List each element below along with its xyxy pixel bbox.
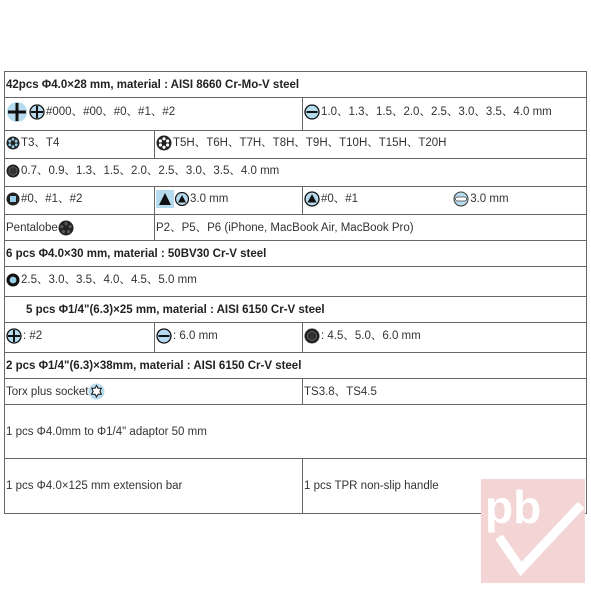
cell-q-slotted [155,323,303,353]
slotted-icon [304,104,320,120]
hex-icon [304,328,320,344]
torx-sizes: T3、T4 [21,136,60,149]
header-2pcs: 2 pcs Φ1/4"(6.3)×38mm, material : AISI 6150 Cr-V steel [5,353,587,379]
triangle-icon [175,192,189,206]
triangle-size: 3.0 mm [190,192,229,205]
torx-plus-label: Torx plus socket [6,385,89,398]
row-adaptor [5,405,587,459]
handle-text: 1 pcs TPR non-slip handle [303,459,587,514]
torx-plus-sizes: TS3.8、TS4.5 [303,379,587,405]
tri-wing-icon [304,191,320,207]
row-pentalobe [5,215,587,241]
slotted-sizes: 1.0、1.3、1.5、2.0、2.5、3.0、3.5、4.0 mm [321,106,552,118]
slotted-icon [156,328,172,344]
phillips-icon [6,328,22,344]
row-hex [5,159,587,187]
torx-icon [6,136,20,150]
adaptor-text: 1 pcs Φ4.0mm to Φ1/4" adaptor 50 mm [5,405,587,459]
cell-square [5,187,155,215]
hex-sizes: 0.7、0.9、1.3、1.5、2.0、2.5、3.0、3.5、4.0 mm [21,164,280,177]
square-sizes: #0、#1、#2 [21,192,83,205]
cell-tri-wing-ext [303,187,587,215]
pentalobe-icon [58,220,74,236]
cell-ring [5,267,587,297]
row-5pcs-header [5,297,587,323]
oval-slot-icon [453,191,469,207]
header-5pcs: 5 pcs Φ1/4"(6.3)×25 mm, material : AISI 6150 Cr-V steel [5,297,587,323]
header-6pcs: 6 pcs Φ4.0×30 mm, material : 50BV30 Cr-V steel [5,241,587,267]
torx-hole-icon [156,135,172,151]
cell-torx [5,131,155,159]
row-torx-plus [5,379,587,405]
q-phillips-size: : #2 [23,329,43,342]
oval-slot-size: 3.0 mm [470,192,509,205]
row-phillips-slotted [5,98,587,131]
cell-torx-plus [5,379,303,405]
ring-icon [6,273,20,287]
row-torx [5,131,587,159]
row-ring [5,267,587,297]
extension-bar-text: 1 pcs Φ4.0×125 mm extension bar [5,459,303,514]
row-6pcs-header [5,241,587,267]
q-hex-sizes: : 4.5、5.0、6.0 mm [321,329,421,342]
cell-q-phillips [5,323,155,353]
cell-hex [5,159,587,187]
row-42pcs-header [5,72,587,98]
cell-pentalobe [5,215,155,241]
phillips-sizes: #000、#00、#0、#1、#2 [46,106,176,118]
q-slotted-size: : 6.0 mm [173,329,218,342]
row-2pcs-header [5,353,587,379]
cell-torx-hole [155,131,587,159]
phillips-large-icon [6,101,28,123]
tri-wing-sizes: #0、#1 [321,192,359,205]
square-icon [6,192,20,206]
pb-watermark-logo [481,479,585,583]
phillips-icon [29,104,45,120]
triangle-large-icon [156,190,174,208]
row-quarter-inch-bits [5,323,587,353]
ring-sizes: 2.5、3.0、3.5、4.0、4.5、5.0 mm [21,273,197,286]
torx-hole-sizes: T5H、T6H、T7H、T8H、T9H、T10H、T15H、T20H [173,136,447,149]
torx-plus-icon [88,383,105,400]
pentalobe-sizes: P2、P5、P6 (iPhone, MacBook Air, MacBook Pro) [155,215,587,241]
cell-triangle [155,187,303,215]
row-square-triangle [5,187,587,215]
cell-slotted [303,98,587,131]
pb-logo-icon [481,479,585,583]
hex-icon [6,164,20,178]
svg-text:pb: pb [485,481,542,533]
cell-phillips [5,98,303,131]
header-42pcs: 42pcs Φ4.0×28 mm, material : AISI 8660 Cr-Mo-V steel [5,72,587,98]
cell-q-hex [303,323,587,353]
pentalobe-label: Pentalobe [6,221,58,234]
spec-table [4,71,587,514]
